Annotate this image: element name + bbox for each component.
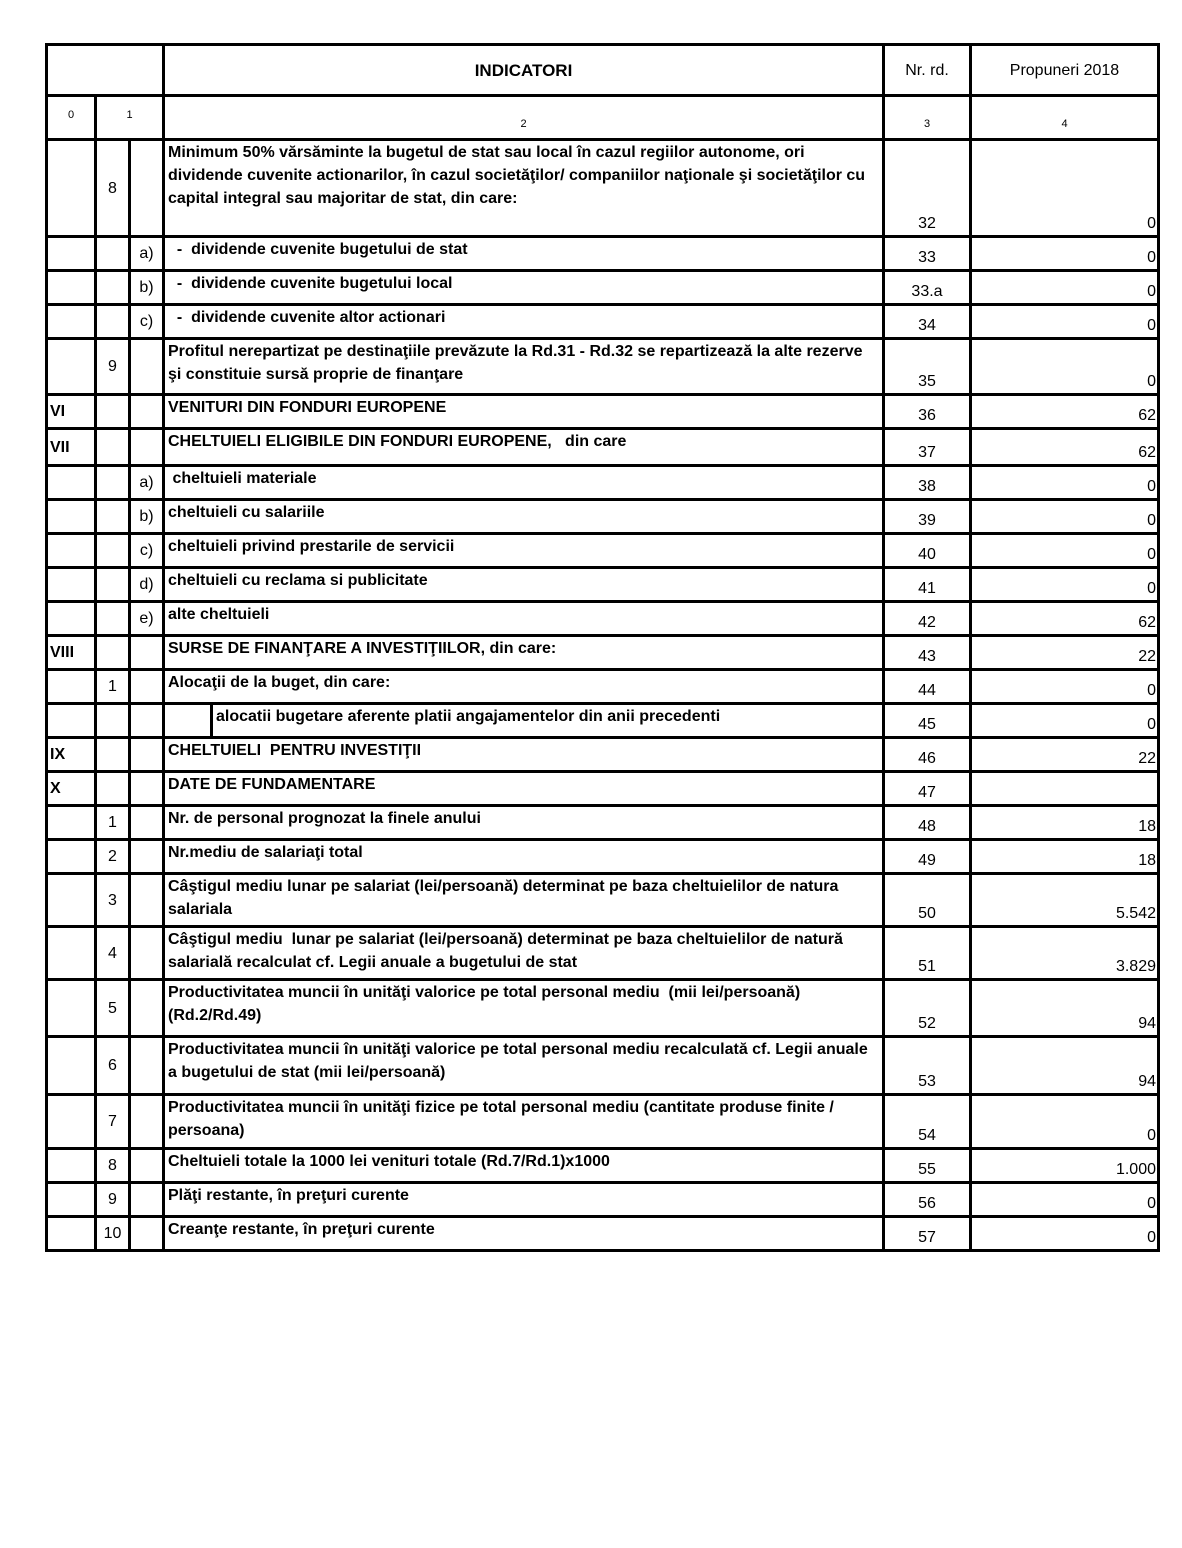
row-number-cell: 1 [96, 806, 130, 840]
row-indicator-cell: SURSE DE FINANŢARE A INVESTIŢIILOR, din care: [164, 636, 884, 670]
row-value-cell: 18 [971, 806, 1159, 840]
row-indicator-cell: alte cheltuieli [164, 602, 884, 636]
row-chapter-cell [47, 305, 96, 339]
row-nr-rd-cell: 42 [884, 602, 971, 636]
row-value-cell: 62 [971, 602, 1159, 636]
row-nr-rd-cell: 46 [884, 738, 971, 772]
row-nr-rd-cell: 53 [884, 1037, 971, 1095]
indicators-table [45, 43, 1160, 1252]
row-nr-rd-cell: 32 [884, 140, 971, 237]
row-value-cell: 0 [971, 534, 1159, 568]
row-nr-rd-cell: 51 [884, 927, 971, 980]
table-row [47, 271, 1159, 305]
row-letter-cell [130, 806, 164, 840]
row-number-cell [96, 738, 130, 772]
row-letter-cell: b) [130, 500, 164, 534]
row-value-cell: 0 [971, 670, 1159, 704]
row-indicator-text: alocatii bugetare aferente platii angajamentelor din anii precedenti [216, 708, 721, 725]
row-chapter-cell [47, 271, 96, 305]
header-propuneri: Propuneri 2018 [971, 45, 1159, 96]
row-nr-rd-cell: 47 [884, 772, 971, 806]
table-row [47, 534, 1159, 568]
header-indicatori: INDICATORI [164, 45, 884, 96]
row-letter-cell [130, 395, 164, 429]
column-number-2: 2 [164, 96, 884, 140]
row-letter-cell [130, 1217, 164, 1251]
row-indicator-cell: CHELTUIELI PENTRU INVESTIŢII [164, 738, 884, 772]
row-chapter-cell [47, 1217, 96, 1251]
row-nr-rd-cell: 48 [884, 806, 971, 840]
table-row [47, 1095, 1159, 1149]
table-row [47, 602, 1159, 636]
row-indicator-cell: Cheltuieli totale la 1000 lei venituri totale (Rd.7/Rd.1)x1000 [164, 1149, 884, 1183]
row-value-cell: 0 [971, 237, 1159, 271]
row-indicator-cell: DATE DE FUNDAMENTARE [164, 772, 884, 806]
row-chapter-cell [47, 980, 96, 1037]
row-indicator-cell: - dividende cuvenite altor actionari [164, 305, 884, 339]
header-row [47, 45, 1159, 96]
row-letter-cell [130, 874, 164, 927]
column-number-4: 4 [971, 96, 1159, 140]
row-chapter-cell [47, 602, 96, 636]
table-row [47, 1217, 1159, 1251]
row-nr-rd-cell: 50 [884, 874, 971, 927]
row-indicator-cell: Creanţe restante, în preţuri curente [164, 1217, 884, 1251]
column-number-1: 1 [96, 96, 164, 140]
row-chapter-cell [47, 874, 96, 927]
row-number-cell [96, 568, 130, 602]
row-value-cell: 0 [971, 1183, 1159, 1217]
row-value-cell: 62 [971, 429, 1159, 466]
row-nr-rd-cell: 43 [884, 636, 971, 670]
row-nr-rd-cell: 38 [884, 466, 971, 500]
row-value-cell: 3.829 [971, 927, 1159, 980]
table-row [47, 927, 1159, 980]
row-number-cell [96, 305, 130, 339]
row-number-cell: 8 [96, 1149, 130, 1183]
column-number-row [47, 96, 1159, 140]
row-letter-cell [130, 429, 164, 466]
row-nr-rd-cell: 57 [884, 1217, 971, 1251]
table-row [47, 140, 1159, 237]
row-number-cell [96, 772, 130, 806]
table-row [47, 772, 1159, 806]
row-chapter-cell [47, 806, 96, 840]
row-letter-cell [130, 1037, 164, 1095]
row-nr-rd-cell: 35 [884, 339, 971, 395]
header-blank-cell [47, 45, 164, 96]
row-number-cell [96, 636, 130, 670]
row-indicator-cell: cheltuieli cu salariile [164, 500, 884, 534]
row-letter-cell [130, 772, 164, 806]
table-row [47, 1149, 1159, 1183]
row-chapter-cell [47, 704, 96, 738]
table-row [47, 738, 1159, 772]
row-nr-rd-cell: 41 [884, 568, 971, 602]
row-nr-rd-cell: 56 [884, 1183, 971, 1217]
row-letter-cell: c) [130, 534, 164, 568]
row-value-cell: 0 [971, 568, 1159, 602]
row-chapter-cell [47, 237, 96, 271]
row-letter-cell: d) [130, 568, 164, 602]
row-nr-rd-cell: 33.a [884, 271, 971, 305]
row-nr-rd-cell: 55 [884, 1149, 971, 1183]
row-nr-rd-cell: 33 [884, 237, 971, 271]
row-value-cell: 94 [971, 980, 1159, 1037]
row-nr-rd-cell: 45 [884, 704, 971, 738]
row-nr-rd-cell: 37 [884, 429, 971, 466]
row-chapter-cell [47, 140, 96, 237]
row-value-cell: 62 [971, 395, 1159, 429]
row-indicator-cell: - dividende cuvenite bugetului local [164, 271, 884, 305]
row-number-cell [96, 395, 130, 429]
row-indicator-cell: Productivitatea muncii în unităţi valorice pe total personal mediu recalculată cf. Legii anuale a bugetului de stat (mii lei/persoană) [164, 1037, 884, 1095]
row-nr-rd-cell: 40 [884, 534, 971, 568]
row-value-cell: 0 [971, 271, 1159, 305]
table-body [47, 140, 1159, 1251]
row-indicator-cell: Nr. de personal prognozat la finele anului [164, 806, 884, 840]
row-number-cell [96, 704, 130, 738]
row-value-cell: 0 [971, 305, 1159, 339]
row-letter-cell [130, 670, 164, 704]
row-chapter-cell [47, 500, 96, 534]
row-value-cell: 0 [971, 704, 1159, 738]
table-row [47, 670, 1159, 704]
table-row [47, 339, 1159, 395]
row-indicator-cell: CHELTUIELI ELIGIBILE DIN FONDURI EUROPENE, din care [164, 429, 884, 466]
row-letter-cell [130, 980, 164, 1037]
row-value-cell: 0 [971, 339, 1159, 395]
row-chapter-cell [47, 534, 96, 568]
table-row [47, 305, 1159, 339]
row-chapter-cell [47, 840, 96, 874]
row-value-cell: 0 [971, 500, 1159, 534]
table-row [47, 1037, 1159, 1095]
row-indicator-cell: Câştigul mediu lunar pe salariat (lei/persoană) determinat pe baza cheltuielilor de natură salarială recalculat cf. Legii anuale a bugetului de stat [164, 927, 884, 980]
row-nr-rd-cell: 54 [884, 1095, 971, 1149]
table-row [47, 568, 1159, 602]
row-letter-cell [130, 840, 164, 874]
row-indicator-cell: - dividende cuvenite bugetului de stat [164, 237, 884, 271]
table-row [47, 237, 1159, 271]
row-number-cell: 2 [96, 840, 130, 874]
row-number-cell: 5 [96, 980, 130, 1037]
row-indicator-cell: cheltuieli cu reclama si publicitate [164, 568, 884, 602]
row-nr-rd-cell: 36 [884, 395, 971, 429]
column-number-3: 3 [884, 96, 971, 140]
row-letter-cell: b) [130, 271, 164, 305]
row-indicator-cell: Productivitatea muncii în unităţi fizice pe total personal mediu (cantitate produse finite / persoana) [164, 1095, 884, 1149]
row-indicator-cell [164, 704, 884, 738]
row-number-cell [96, 271, 130, 305]
row-number-cell: 9 [96, 339, 130, 395]
table-row [47, 874, 1159, 927]
row-letter-cell [130, 636, 164, 670]
row-chapter-cell [47, 466, 96, 500]
row-number-cell: 9 [96, 1183, 130, 1217]
row-letter-cell [130, 140, 164, 237]
row-value-cell: 18 [971, 840, 1159, 874]
row-letter-cell [130, 1149, 164, 1183]
row-indicator-cell: Profitul nerepartizat pe destinaţiile prevăzute la Rd.31 - Rd.32 se repartizează la alte rezerve şi constituie sursă proprie de finanţare [164, 339, 884, 395]
row-value-cell: 0 [971, 140, 1159, 237]
row-chapter-cell [47, 568, 96, 602]
row-indicator-cell: Minimum 50% vărsăminte la bugetul de stat sau local în cazul regiilor autonome, ori dividende cuvenite actionarilor, în cazul societăţilor/ companiilor naţionale şi societăţilor cu capital integral sau majoritar de stat, din care: [164, 140, 884, 237]
row-number-cell [96, 429, 130, 466]
row-number-cell [96, 237, 130, 271]
row-value-cell: 0 [971, 466, 1159, 500]
table-row [47, 500, 1159, 534]
row-value-cell: 0 [971, 1217, 1159, 1251]
row-indicator-cell: Plăţi restante, în preţuri curente [164, 1183, 884, 1217]
row-nr-rd-cell: 34 [884, 305, 971, 339]
row-number-cell: 1 [96, 670, 130, 704]
row-indicator-cell: cheltuieli privind prestarile de servicii [164, 534, 884, 568]
row-number-cell: 6 [96, 1037, 130, 1095]
row-letter-cell: c) [130, 305, 164, 339]
row-letter-cell [130, 339, 164, 395]
row-number-cell: 10 [96, 1217, 130, 1251]
row-nr-rd-cell: 49 [884, 840, 971, 874]
row-letter-cell [130, 704, 164, 738]
row-chapter-cell [47, 1183, 96, 1217]
row-chapter-cell: VII [47, 429, 96, 466]
row-chapter-cell: VIII [47, 636, 96, 670]
row-number-cell: 8 [96, 140, 130, 237]
row-number-cell: 4 [96, 927, 130, 980]
indicators-table-sheet [45, 43, 1157, 1252]
row-chapter-cell [47, 1095, 96, 1149]
row-number-cell [96, 466, 130, 500]
table-row [47, 429, 1159, 466]
row-value-cell: 22 [971, 738, 1159, 772]
row-letter-cell [130, 1095, 164, 1149]
row-chapter-cell [47, 1037, 96, 1095]
row-value-cell [971, 772, 1159, 806]
row-indicator-cell: Câştigul mediu lunar pe salariat (lei/persoană) determinat pe baza cheltuielilor de natura salariala [164, 874, 884, 927]
row-letter-cell: a) [130, 237, 164, 271]
row-indicator-cell: Productivitatea muncii în unităţi valorice pe total personal mediu (mii lei/persoană) (Rd.2/Rd.49) [164, 980, 884, 1037]
row-indicator-cell: Alocaţii de la buget, din care: [164, 670, 884, 704]
row-chapter-cell [47, 339, 96, 395]
row-letter-cell [130, 738, 164, 772]
row-chapter-cell [47, 670, 96, 704]
row-value-cell: 22 [971, 636, 1159, 670]
row-value-cell: 94 [971, 1037, 1159, 1095]
row-letter-cell [130, 927, 164, 980]
row-letter-cell [130, 1183, 164, 1217]
row-chapter-cell: X [47, 772, 96, 806]
table-row [47, 466, 1159, 500]
header-nr-rd: Nr. rd. [884, 45, 971, 96]
row-indicator-cell: Nr.mediu de salariaţi total [164, 840, 884, 874]
row-letter-cell: a) [130, 466, 164, 500]
row-indicator-cell: VENITURI DIN FONDURI EUROPENE [164, 395, 884, 429]
row-chapter-cell [47, 1149, 96, 1183]
row-number-cell [96, 602, 130, 636]
row-chapter-cell [47, 927, 96, 980]
row-indicator-cell: cheltuieli materiale [164, 466, 884, 500]
row-nr-rd-cell: 39 [884, 500, 971, 534]
table-row [47, 1183, 1159, 1217]
row-value-cell: 5.542 [971, 874, 1159, 927]
row-chapter-cell: IX [47, 738, 96, 772]
table-row [47, 840, 1159, 874]
table-row [47, 806, 1159, 840]
row-chapter-cell: VI [47, 395, 96, 429]
indent-spacer [164, 704, 214, 737]
table-row [47, 980, 1159, 1037]
row-letter-cell: e) [130, 602, 164, 636]
table-row [47, 704, 1159, 738]
column-number-0: 0 [47, 96, 96, 140]
row-number-cell [96, 534, 130, 568]
row-nr-rd-cell: 52 [884, 980, 971, 1037]
row-value-cell: 0 [971, 1095, 1159, 1149]
row-value-cell: 1.000 [971, 1149, 1159, 1183]
row-number-cell: 7 [96, 1095, 130, 1149]
row-number-cell [96, 500, 130, 534]
row-nr-rd-cell: 44 [884, 670, 971, 704]
table-row [47, 395, 1159, 429]
table-row [47, 636, 1159, 670]
row-number-cell: 3 [96, 874, 130, 927]
